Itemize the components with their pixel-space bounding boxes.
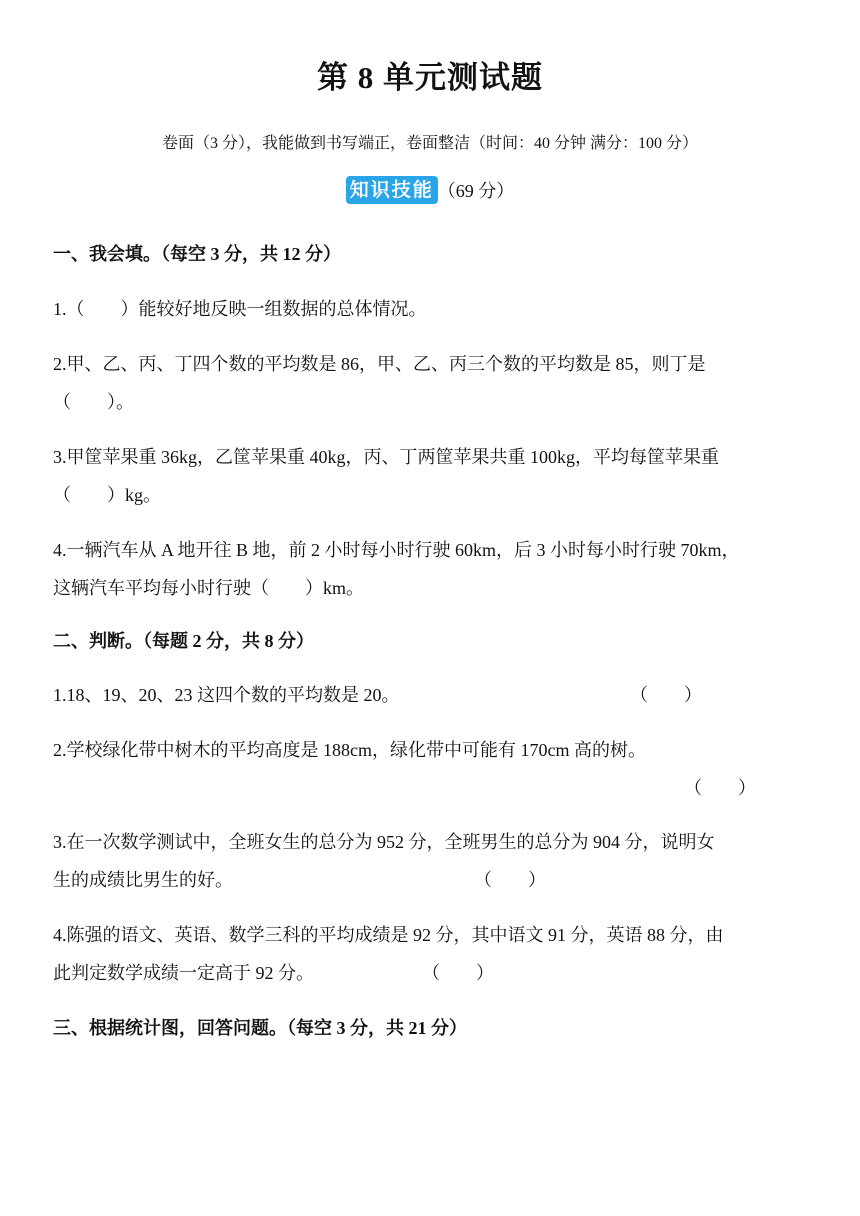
exam-instructions: 卷面（3 分），我能做到书写端正，卷面整洁（时间：40 分钟 满分：100 分） <box>161 135 698 152</box>
fill-question-4-line1: 4.一辆汽车从 A 地开往 B 地，前 2 小时每小时行驶 60km，后 3 小时每小时行驶 70km， <box>53 540 740 560</box>
section-heading-chart: 三、根据统计图，回答问题。（每空 3 分，共 21 分） <box>53 1018 467 1038</box>
judge-question-1: 1.18、19、20、23 这四个数的平均数是 20。 <box>53 685 400 705</box>
judge-answer-blank-1: （ ） <box>630 685 702 705</box>
judge-question-3-line1: 3.在一次数学测试中，全班女生的总分为 952 分，全班男生的总分为 904 分，说明女 <box>53 832 715 852</box>
judge-question-3-line2: 生的成绩比男生的好。 <box>53 870 233 890</box>
section-heading-fill: 一、我会填。（每空 3 分，共 12 分） <box>53 244 341 264</box>
page-title: 第 8 单元测试题 <box>317 60 543 95</box>
judge-question-2: 2.学校绿化带中树木的平均高度是 188cm，绿化带中可能有 170cm 高的树。 <box>53 740 646 760</box>
fill-question-3-line2: （ ）kg。 <box>53 485 161 505</box>
section-badge-line <box>0 176 860 204</box>
judge-question-4-line1: 4.陈强的语文、英语、数学三科的平均成绩是 92 分，其中语文 91 分，英语 88 分，由 <box>53 925 724 945</box>
judge-answer-blank-3: （ ） <box>474 870 546 890</box>
judge-answer-blank-4: （ ） <box>422 963 494 983</box>
fill-question-1: 1.（ ）能较好地反映一组数据的总体情况。 <box>53 299 427 319</box>
fill-question-4-line2: 这辆汽车平均每小时行驶（ ）km。 <box>53 578 364 598</box>
badge-score: （69 分） <box>437 181 515 201</box>
knowledge-skills-badge: 知识技能 <box>346 176 438 204</box>
judge-question-4-line2: 此判定数学成绩一定高于 92 分。 <box>53 963 314 983</box>
fill-question-3-line1: 3.甲筐苹果重 36kg，乙筐苹果重 40kg，丙、丁两筐苹果共重 100kg，平均每筐苹果重 <box>53 447 719 467</box>
judge-answer-blank-2: （ ） <box>684 778 756 798</box>
section-heading-judge: 二、判断。（每题 2 分，共 8 分） <box>53 631 314 651</box>
fill-question-2-line2: （ ）。 <box>53 392 134 412</box>
fill-question-2-line1: 2.甲、乙、丙、丁四个数的平均数是 86，甲、乙、丙三个数的平均数是 85，则丁是 <box>53 354 706 374</box>
